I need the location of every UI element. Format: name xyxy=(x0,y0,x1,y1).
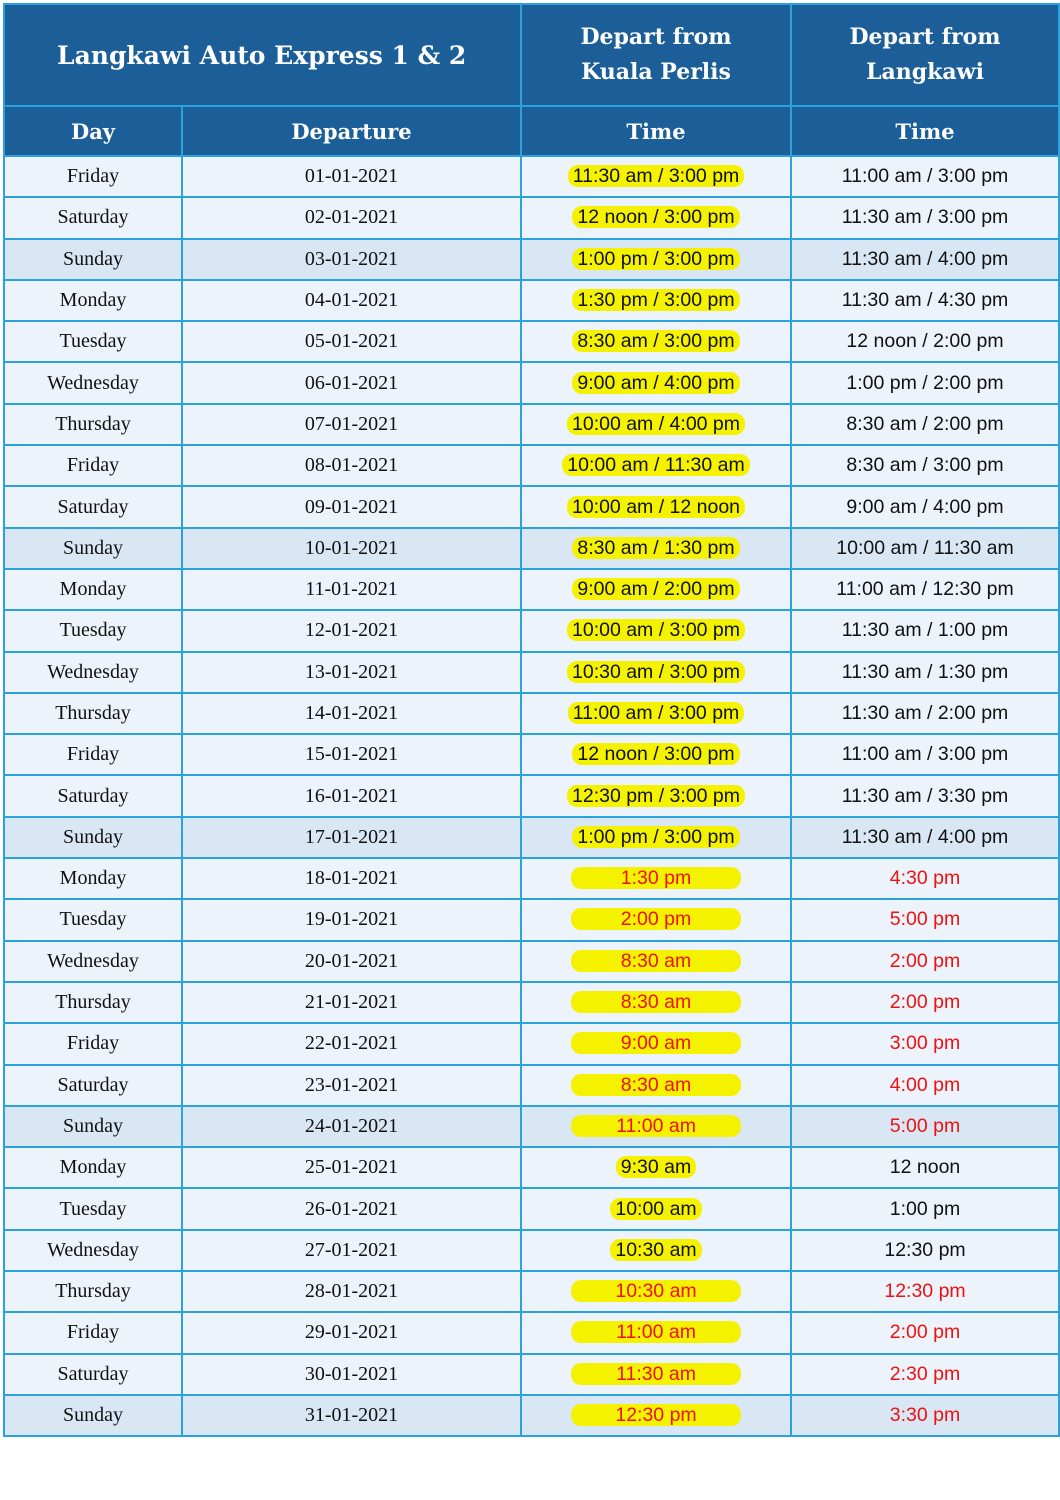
departure-date-cell: 30-01-2021 xyxy=(182,1354,521,1395)
kuala-perlis-time-cell xyxy=(521,197,791,238)
table-row xyxy=(4,1147,1059,1188)
departure-date-cell: 26-01-2021 xyxy=(182,1188,521,1229)
departure-date-cell: 11-01-2021 xyxy=(182,569,521,610)
highlighted-time: 11:00 am / 3:00 pm xyxy=(568,702,745,724)
day-column-label: Day xyxy=(4,106,182,156)
table-row xyxy=(4,1188,1059,1229)
langkawi-time-cell: 2:00 pm xyxy=(791,982,1059,1023)
ferry-schedule-table xyxy=(3,3,1060,1437)
langkawi-time-cell: 4:00 pm xyxy=(791,1065,1059,1106)
kuala-perlis-column-header xyxy=(521,4,791,106)
day-cell: Thursday xyxy=(4,693,182,734)
day-cell: Friday xyxy=(4,1312,182,1353)
departure-date-cell: 05-01-2021 xyxy=(182,321,521,362)
day-cell: Sunday xyxy=(4,1395,182,1436)
langkawi-time-cell: 8:30 am / 3:00 pm xyxy=(791,445,1059,486)
table-row xyxy=(4,569,1059,610)
langkawi-time-cell: 3:00 pm xyxy=(791,1023,1059,1064)
departure-date-cell: 21-01-2021 xyxy=(182,982,521,1023)
table-row xyxy=(4,1354,1059,1395)
highlighted-time: 11:30 am / 3:00 pm xyxy=(568,165,745,187)
kuala-perlis-time-cell xyxy=(521,693,791,734)
highlighted-time: 10:00 am / 4:00 pm xyxy=(567,413,745,435)
departure-date-cell: 01-01-2021 xyxy=(182,156,521,197)
day-cell: Saturday xyxy=(4,486,182,527)
kuala-perlis-time-cell xyxy=(521,1395,791,1436)
lk-header-line2: Langkawi xyxy=(866,59,984,85)
header-row-top xyxy=(4,4,1059,106)
table-row xyxy=(4,899,1059,940)
table-row xyxy=(4,1395,1059,1436)
departure-date-cell: 07-01-2021 xyxy=(182,404,521,445)
langkawi-time-cell: 11:00 am / 3:00 pm xyxy=(791,156,1059,197)
day-cell: Friday xyxy=(4,156,182,197)
departure-date-cell: 29-01-2021 xyxy=(182,1312,521,1353)
highlighted-time: 9:00 am / 4:00 pm xyxy=(572,372,739,394)
kuala-perlis-time-cell xyxy=(521,362,791,403)
departure-date-cell: 02-01-2021 xyxy=(182,197,521,238)
langkawi-time-cell: 12 noon xyxy=(791,1147,1059,1188)
highlighted-time: 8:30 am xyxy=(571,1074,741,1096)
langkawi-time-cell: 2:00 pm xyxy=(791,941,1059,982)
highlighted-time: 10:00 am / 12 noon xyxy=(567,496,745,518)
highlighted-time: 10:00 am / 3:00 pm xyxy=(567,619,745,641)
day-cell: Friday xyxy=(4,734,182,775)
kuala-perlis-time-cell xyxy=(521,239,791,280)
table-row xyxy=(4,652,1059,693)
kuala-perlis-time-cell xyxy=(521,982,791,1023)
day-cell: Monday xyxy=(4,1147,182,1188)
departure-date-cell: 08-01-2021 xyxy=(182,445,521,486)
departure-column-label: Departure xyxy=(182,106,521,156)
kuala-perlis-time-cell xyxy=(521,1147,791,1188)
lk-header-line1: Depart from xyxy=(849,24,1001,50)
kp-header-line2: Kuala Perlis xyxy=(581,59,731,85)
table-row xyxy=(4,445,1059,486)
highlighted-time: 12:30 pm xyxy=(571,1404,741,1426)
table-row xyxy=(4,693,1059,734)
highlighted-time: 10:30 am / 3:00 pm xyxy=(567,661,745,683)
kuala-perlis-time-cell xyxy=(521,528,791,569)
langkawi-time-cell: 2:30 pm xyxy=(791,1354,1059,1395)
highlighted-time: 8:30 am xyxy=(571,950,741,972)
table-row xyxy=(4,941,1059,982)
kuala-perlis-time-cell xyxy=(521,817,791,858)
highlighted-time: 1:00 pm / 3:00 pm xyxy=(572,248,739,270)
day-cell: Friday xyxy=(4,1023,182,1064)
day-cell: Sunday xyxy=(4,1106,182,1147)
schedule-title: Langkawi Auto Express 1 & 2 xyxy=(4,4,521,106)
highlighted-time: 9:00 am xyxy=(571,1032,741,1054)
day-cell: Tuesday xyxy=(4,610,182,651)
langkawi-time-cell: 4:30 pm xyxy=(791,858,1059,899)
table-row xyxy=(4,197,1059,238)
langkawi-time-cell: 12 noon / 2:00 pm xyxy=(791,321,1059,362)
langkawi-time-cell: 10:00 am / 11:30 am xyxy=(791,528,1059,569)
day-cell: Saturday xyxy=(4,775,182,816)
table-row xyxy=(4,280,1059,321)
departure-date-cell: 10-01-2021 xyxy=(182,528,521,569)
departure-date-cell: 16-01-2021 xyxy=(182,775,521,816)
langkawi-time-cell: 9:00 am / 4:00 pm xyxy=(791,486,1059,527)
departure-date-cell: 23-01-2021 xyxy=(182,1065,521,1106)
table-row xyxy=(4,486,1059,527)
departure-date-cell: 13-01-2021 xyxy=(182,652,521,693)
schedule-body xyxy=(4,156,1059,1436)
langkawi-time-cell: 11:30 am / 4:00 pm xyxy=(791,817,1059,858)
kuala-perlis-time-cell xyxy=(521,486,791,527)
departure-date-cell: 17-01-2021 xyxy=(182,817,521,858)
langkawi-column-header xyxy=(791,4,1059,106)
langkawi-time-cell: 12:30 pm xyxy=(791,1230,1059,1271)
day-cell: Sunday xyxy=(4,817,182,858)
day-cell: Tuesday xyxy=(4,899,182,940)
table-row xyxy=(4,1271,1059,1312)
day-cell: Thursday xyxy=(4,404,182,445)
day-cell: Saturday xyxy=(4,197,182,238)
kuala-perlis-time-cell xyxy=(521,280,791,321)
kuala-perlis-time-cell xyxy=(521,1230,791,1271)
kuala-perlis-time-cell xyxy=(521,321,791,362)
kuala-perlis-time-cell xyxy=(521,652,791,693)
highlighted-time: 9:30 am xyxy=(616,1156,696,1178)
kuala-perlis-time-cell xyxy=(521,1354,791,1395)
departure-date-cell: 04-01-2021 xyxy=(182,280,521,321)
day-cell: Monday xyxy=(4,280,182,321)
highlighted-time: 10:30 am xyxy=(610,1239,701,1261)
highlighted-time: 10:00 am / 11:30 am xyxy=(562,454,749,476)
kuala-perlis-time-cell xyxy=(521,1106,791,1147)
table-row xyxy=(4,1065,1059,1106)
kuala-perlis-time-cell xyxy=(521,156,791,197)
departure-date-cell: 22-01-2021 xyxy=(182,1023,521,1064)
table-row xyxy=(4,321,1059,362)
highlighted-time: 11:00 am xyxy=(571,1321,741,1343)
day-cell: Sunday xyxy=(4,528,182,569)
table-row xyxy=(4,404,1059,445)
departure-date-cell: 06-01-2021 xyxy=(182,362,521,403)
langkawi-time-cell: 11:00 am / 3:00 pm xyxy=(791,734,1059,775)
langkawi-time-cell: 12:30 pm xyxy=(791,1271,1059,1312)
day-cell: Monday xyxy=(4,858,182,899)
kuala-perlis-time-cell xyxy=(521,610,791,651)
langkawi-time-cell: 2:00 pm xyxy=(791,1312,1059,1353)
day-cell: Wednesday xyxy=(4,1230,182,1271)
departure-date-cell: 15-01-2021 xyxy=(182,734,521,775)
highlighted-time: 1:00 pm / 3:00 pm xyxy=(572,826,739,848)
day-cell: Thursday xyxy=(4,1271,182,1312)
table-row xyxy=(4,858,1059,899)
kuala-perlis-time-cell xyxy=(521,941,791,982)
table-row xyxy=(4,362,1059,403)
table-row xyxy=(4,610,1059,651)
kuala-perlis-time-cell xyxy=(521,734,791,775)
table-row xyxy=(4,1230,1059,1271)
departure-date-cell: 24-01-2021 xyxy=(182,1106,521,1147)
day-cell: Thursday xyxy=(4,982,182,1023)
langkawi-time-cell: 11:30 am / 3:00 pm xyxy=(791,197,1059,238)
highlighted-time: 12 noon / 3:00 pm xyxy=(572,206,739,228)
langkawi-time-cell: 8:30 am / 2:00 pm xyxy=(791,404,1059,445)
departure-date-cell: 31-01-2021 xyxy=(182,1395,521,1436)
langkawi-time-cell: 11:30 am / 1:30 pm xyxy=(791,652,1059,693)
kuala-perlis-time-cell xyxy=(521,858,791,899)
highlighted-time: 11:00 am xyxy=(571,1115,741,1137)
kuala-perlis-time-cell xyxy=(521,899,791,940)
kuala-perlis-time-cell xyxy=(521,404,791,445)
langkawi-time-cell: 11:30 am / 4:00 pm xyxy=(791,239,1059,280)
day-cell: Saturday xyxy=(4,1354,182,1395)
kuala-perlis-time-cell xyxy=(521,1271,791,1312)
departure-date-cell: 27-01-2021 xyxy=(182,1230,521,1271)
table-row xyxy=(4,239,1059,280)
highlighted-time: 8:30 am / 3:00 pm xyxy=(572,330,739,352)
langkawi-time-cell: 5:00 pm xyxy=(791,899,1059,940)
kuala-perlis-time-cell xyxy=(521,1065,791,1106)
table-row xyxy=(4,775,1059,816)
kuala-perlis-time-cell xyxy=(521,1188,791,1229)
kuala-perlis-time-cell xyxy=(521,775,791,816)
day-cell: Tuesday xyxy=(4,321,182,362)
highlighted-time: 12:30 pm / 3:00 pm xyxy=(567,785,745,807)
kuala-perlis-time-cell xyxy=(521,445,791,486)
highlighted-time: 10:00 am xyxy=(610,1198,701,1220)
table-row xyxy=(4,528,1059,569)
day-cell: Wednesday xyxy=(4,362,182,403)
langkawi-time-cell: 1:00 pm xyxy=(791,1188,1059,1229)
day-cell: Saturday xyxy=(4,1065,182,1106)
langkawi-time-cell: 5:00 pm xyxy=(791,1106,1059,1147)
highlighted-time: 1:30 pm xyxy=(571,867,741,889)
langkawi-time-cell: 11:30 am / 2:00 pm xyxy=(791,693,1059,734)
day-cell: Monday xyxy=(4,569,182,610)
table-row xyxy=(4,1023,1059,1064)
table-row xyxy=(4,1106,1059,1147)
highlighted-time: 9:00 am / 2:00 pm xyxy=(572,578,739,600)
highlighted-time: 1:30 pm / 3:00 pm xyxy=(572,289,739,311)
departure-date-cell: 28-01-2021 xyxy=(182,1271,521,1312)
departure-date-cell: 12-01-2021 xyxy=(182,610,521,651)
day-cell: Wednesday xyxy=(4,652,182,693)
table-row xyxy=(4,982,1059,1023)
langkawi-time-cell: 11:00 am / 12:30 pm xyxy=(791,569,1059,610)
day-cell: Tuesday xyxy=(4,1188,182,1229)
table-row xyxy=(4,156,1059,197)
kuala-perlis-time-cell xyxy=(521,1023,791,1064)
highlighted-time: 2:00 pm xyxy=(571,908,741,930)
departure-date-cell: 09-01-2021 xyxy=(182,486,521,527)
day-cell: Sunday xyxy=(4,239,182,280)
kuala-perlis-time-cell xyxy=(521,569,791,610)
langkawi-time-cell: 3:30 pm xyxy=(791,1395,1059,1436)
header-row-labels xyxy=(4,106,1059,156)
langkawi-time-cell: 1:00 pm / 2:00 pm xyxy=(791,362,1059,403)
langkawi-time-cell: 11:30 am / 4:30 pm xyxy=(791,280,1059,321)
table-row xyxy=(4,1312,1059,1353)
departure-date-cell: 19-01-2021 xyxy=(182,899,521,940)
highlighted-time: 12 noon / 3:00 pm xyxy=(572,743,739,765)
kp-time-column-label: Time xyxy=(521,106,791,156)
departure-date-cell: 03-01-2021 xyxy=(182,239,521,280)
departure-date-cell: 25-01-2021 xyxy=(182,1147,521,1188)
kp-header-line1: Depart from xyxy=(580,24,732,50)
departure-date-cell: 20-01-2021 xyxy=(182,941,521,982)
departure-date-cell: 14-01-2021 xyxy=(182,693,521,734)
kuala-perlis-time-cell xyxy=(521,1312,791,1353)
departure-date-cell: 18-01-2021 xyxy=(182,858,521,899)
langkawi-time-cell: 11:30 am / 1:00 pm xyxy=(791,610,1059,651)
highlighted-time: 11:30 am xyxy=(571,1363,741,1385)
highlighted-time: 10:30 am xyxy=(571,1280,741,1302)
table-row xyxy=(4,734,1059,775)
table-row xyxy=(4,817,1059,858)
highlighted-time: 8:30 am / 1:30 pm xyxy=(572,537,739,559)
highlighted-time: 8:30 am xyxy=(571,991,741,1013)
langkawi-time-cell: 11:30 am / 3:30 pm xyxy=(791,775,1059,816)
lk-time-column-label: Time xyxy=(791,106,1059,156)
day-cell: Friday xyxy=(4,445,182,486)
day-cell: Wednesday xyxy=(4,941,182,982)
